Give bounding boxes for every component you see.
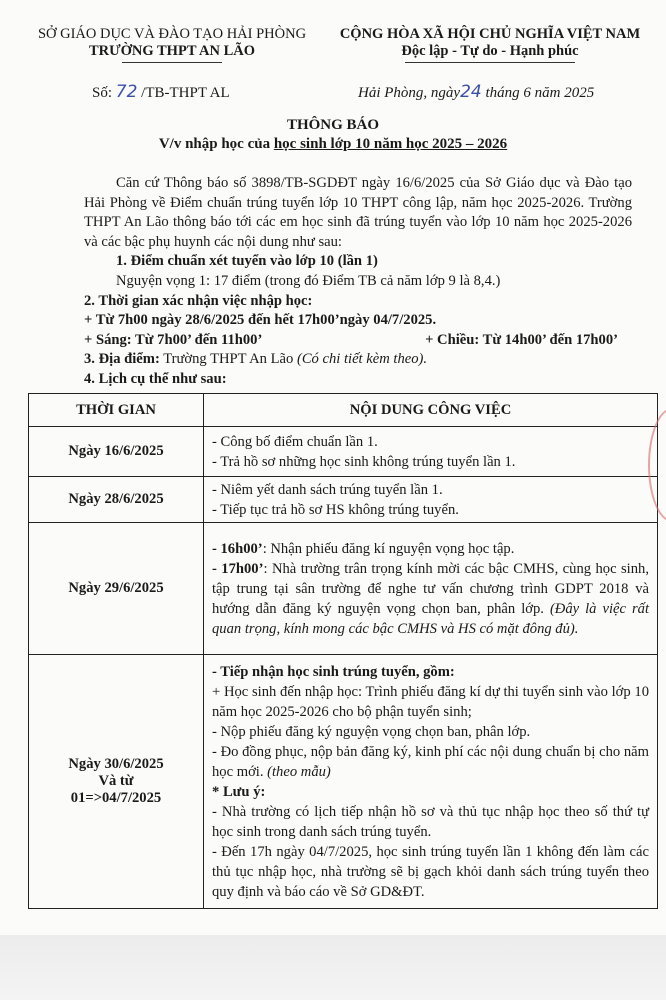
table-row <box>29 427 658 477</box>
republic-name: CỘNG HÒA XÃ HỘI CHỦ NGHĨA VIỆT NAM <box>339 26 641 42</box>
document-subtitle: V/v nhập học của học sinh lớp 10 năm học 2025 – 2026 <box>158 136 508 152</box>
section-2-title: 2. Thời gian xác nhận việc nhập học: <box>84 292 313 309</box>
document-body <box>84 174 632 390</box>
afternoon-time: + Chiều: Từ 14h00’ đến 17h00’ <box>425 331 618 348</box>
national-motto: Độc lập - Tự do - Hạnh phúc <box>401 43 579 59</box>
department-name: SỞ GIÁO DỤC VÀ ĐÀO TẠO HẢI PHÒNG <box>37 26 307 42</box>
column-header-content: NỘI DUNG CÔNG VIỆC <box>204 394 658 427</box>
handwritten-day: 24 <box>460 82 482 102</box>
handwritten-number: 72 <box>115 82 138 102</box>
morning-time: + Sáng: Từ 7h00’ đến 11h00’ <box>84 331 263 348</box>
section-2-line1: + Từ 7h00 ngày 28/6/2025 đến hết 17h00’ngày 04/7/2025. <box>84 312 437 329</box>
section-1-text: Nguyện vọng 1: 17 điểm (trong đó Điểm TB cả năm lớp 9 là 8,4.) <box>116 272 501 289</box>
section-3: 3. Địa điểm: Trường THPT An Lão (Có chi tiết kèm theo). <box>84 351 428 368</box>
table-row <box>29 655 658 909</box>
column-header-time: THỜI GIAN <box>29 394 204 427</box>
row-date: Ngày 28/6/2025 <box>29 477 204 523</box>
row-date: Ngày 29/6/2025 <box>29 523 204 655</box>
document-date: Hải Phòng, ngày24 tháng 6 năm 2025 <box>358 82 595 102</box>
document-number: Số: 72 /TB-THPT AL <box>92 82 230 102</box>
table-row <box>29 477 658 523</box>
page-bottom-shadow <box>0 935 666 1000</box>
document-title: THÔNG BÁO <box>286 117 380 133</box>
row-content: - 16h00’: Nhận phiếu đăng kí nguyện vọng học tập. - 17h00’: Nhà trường trân trọng kính mời các bậc CMHS, cùng học sinh, tập trung tại sân trường để nghe tư vấn chương trình GDPT 2018 và hướng dẫn đăng ký nguyện vọng chọn ban, phân lớp. (Đây là việc rất quan trọng, kính mong các bậc CMHS và HS có mặt đông đủ). <box>204 523 658 655</box>
row-content: - Niêm yết danh sách trúng tuyển lần 1. - Tiếp tục trả hồ sơ HS không trúng tuyển. <box>204 477 658 523</box>
header-underline <box>122 62 222 63</box>
row-date: Ngày 16/6/2025 <box>29 427 204 477</box>
motto-underline <box>405 62 575 63</box>
table-header-row <box>29 394 658 427</box>
section-2-times <box>84 331 632 351</box>
schedule-table <box>28 393 658 909</box>
row-content: - Công bố điểm chuẩn lần 1. - Trả hồ sơ những học sinh không trúng tuyển lần 1. <box>204 427 658 477</box>
intro-paragraph: Căn cứ Thông báo số 3898/TB-SGDĐT ngày 16/6/2025 của Sở Giáo dục và Đào tạo Hải Phòng về Điểm chuẩn trúng tuyển lớp 10 THPT công lập, năm học 2025-2026. Trường THPT An Lão thông báo tới các em học sinh đã trúng tuyển vào lớp 10 năm học 2025-2026 và các bậc phụ huynh các nội dung như sau: <box>84 175 632 250</box>
section-1-title: 1. Điểm chuẩn xét tuyển vào lớp 10 (lần 1) <box>116 253 378 270</box>
row-content: - Tiếp nhận học sinh trúng tuyển, gồm: + Học sinh đến nhập học: Trình phiếu đăng kí dự thi tuyển sinh vào lớp 10 năm học 2025-2026 cho bộ phận tuyển sinh; - Nộp phiếu đăng ký nguyện vọng chọn ban, phân lớp. - Đo đồng phục, nộp bản đăng ký, kinh phí các nội dung chuẩn bị cho năm học mới. (theo mẫu) * Lưu ý: - Nhà trường có lịch tiếp nhận hồ sơ và thủ tục nhập học theo số thứ tự học sinh trong danh sách trúng tuyển. - Đến 17h ngày 04/7/2025, học sinh trúng tuyển lần 1 không đến làm các thủ tục nhập học, nhà trường sẽ bị gạch khỏi danh sách trúng tuyển theo quy định và báo cáo về Sở GD&ĐT. <box>204 655 658 909</box>
national-header <box>330 26 650 63</box>
row-date: Ngày 30/6/2025 Và từ 01=>04/7/2025 <box>29 655 204 909</box>
table-row <box>29 523 658 655</box>
section-4-title: 4. Lịch cụ thể như sau: <box>84 370 227 387</box>
school-name: TRƯỜNG THPT AN LÃO <box>88 43 256 59</box>
issuer-header <box>22 26 322 63</box>
